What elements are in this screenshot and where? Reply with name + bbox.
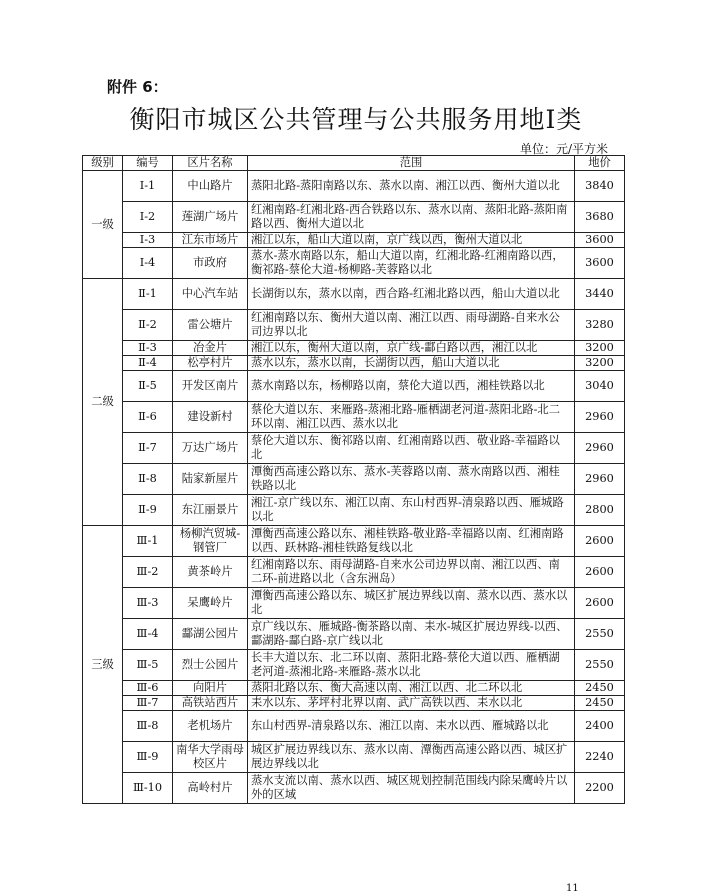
name-cell: 江东市场片 (173, 233, 248, 248)
code-cell: Ⅱ-3 (123, 341, 173, 356)
name-cell: 冶金片 (173, 341, 248, 356)
range-cell: 红湘南路以东、衡州大道以南、湘江以西、雨母湖路-自来水公司边界以北 (248, 310, 575, 341)
code-cell: Ⅲ-6 (123, 681, 173, 696)
table-row (83, 402, 625, 433)
price-cell: 2200 (575, 773, 625, 804)
code-cell: Ⅱ-9 (123, 495, 173, 526)
name-cell: 东江丽景片 (173, 495, 248, 526)
price-cell: 2600 (575, 588, 625, 619)
range-cell: 东山村西界-清泉路以东、湘江以南、耒水以西、雁城路以北 (248, 711, 575, 742)
name-cell: 杨柳汽贸城-钢管厂 (173, 526, 248, 557)
unit-label: 单位：元/平方米 (519, 142, 608, 156)
code-cell: Ⅱ-4 (123, 356, 173, 371)
price-cell: 2600 (575, 526, 625, 557)
code-cell: Ⅰ-1 (123, 171, 173, 202)
land-price-table (82, 155, 625, 804)
price-cell: 2600 (575, 557, 625, 588)
table-row (83, 711, 625, 742)
name-cell: 高铁站西片 (173, 696, 248, 711)
price-cell: 2800 (575, 495, 625, 526)
name-cell: 万达广场片 (173, 433, 248, 464)
code-cell: Ⅲ-8 (123, 711, 173, 742)
range-cell: 蒸阳北路-蒸阳南路以东、蒸水以南、湘江以西、衡州大道以北 (248, 171, 575, 202)
code-cell: Ⅲ-7 (123, 696, 173, 711)
price-cell: 3200 (575, 341, 625, 356)
code-cell: Ⅱ-8 (123, 464, 173, 495)
table-row (83, 526, 625, 557)
price-cell: 2400 (575, 711, 625, 742)
name-cell: 酃湖公园片 (173, 619, 248, 650)
level-cell: 一级 (83, 171, 123, 279)
code-cell: Ⅲ-2 (123, 557, 173, 588)
range-cell: 蒸水-蒸水南路以东，船山大道以南，红湘北路-红湘南路以西，衡祁路-蔡伦大道-杨柳路-芙蓉路以北 (248, 248, 575, 279)
table-row (83, 279, 625, 310)
table-row (83, 696, 625, 711)
table-row (83, 588, 625, 619)
name-cell: 老机场片 (173, 711, 248, 742)
price-cell: 2240 (575, 742, 625, 773)
page-title: 衡阳市城区公共管理与公共服务用地Ⅰ类 (129, 105, 583, 134)
price-cell: 2450 (575, 696, 625, 711)
header-range: 范围 (248, 156, 575, 171)
range-cell: 长湖街以东，蒸水以南，西合路-红湘北路以西，船山大道以北 (248, 279, 575, 310)
range-cell: 红湘南路以东、雨母湖路-自来水公司边界以南、湘江以西、南二环-前进路以北（含东洲岛） (248, 557, 575, 588)
price-cell: 3280 (575, 310, 625, 341)
header-level: 级别 (83, 156, 123, 171)
price-cell: 3200 (575, 356, 625, 371)
range-cell: 蒸水以东，蒸水以南，长湖街以西，船山大道以北 (248, 356, 575, 371)
price-cell: 3600 (575, 233, 625, 248)
range-cell: 湘江-京广线以东、湘江以南、东山村西界-清泉路以西、雁城路以北 (248, 495, 575, 526)
header-price: 地价 (575, 156, 625, 171)
name-cell: 建设新村 (173, 402, 248, 433)
range-cell: 潭衡西高速公路以东、城区扩展边界线以南、蒸水以西、蒸水以北 (248, 588, 575, 619)
price-cell: 2960 (575, 433, 625, 464)
table-row (83, 202, 625, 233)
code-cell: Ⅱ-1 (123, 279, 173, 310)
table-row (83, 464, 625, 495)
price-cell: 3840 (575, 171, 625, 202)
table-row (83, 171, 625, 202)
code-cell: Ⅲ-3 (123, 588, 173, 619)
table-row (83, 248, 625, 279)
code-cell: Ⅲ-10 (123, 773, 173, 804)
range-cell: 京广线以东、雁城路-衡茶路以南、耒水-城区扩展边界线-以西、酃湖路-酃白路-京广线以北 (248, 619, 575, 650)
table-row (83, 742, 625, 773)
table-row (83, 557, 625, 588)
table-row (83, 773, 625, 804)
code-cell: Ⅱ-7 (123, 433, 173, 464)
code-cell: Ⅲ-4 (123, 619, 173, 650)
code-cell: Ⅰ-3 (123, 233, 173, 248)
range-cell: 湘江以东，衡州大道以南，京广线-酃白路以西，湘江以北 (248, 341, 575, 356)
table-body (83, 171, 625, 804)
range-cell: 蒸水南路以东，杨柳路以南，蔡伦大道以西，湘桂铁路以北 (248, 371, 575, 402)
range-cell: 红湘南路-红湘北路-西合铁路以东、蒸水以南、蒸阳北路-蒸阳南路以西、衡州大道以北 (248, 202, 575, 233)
range-cell: 耒水以东、茅坪村北界以南、武广高铁以西、耒水以北 (248, 696, 575, 711)
code-cell: Ⅱ-5 (123, 371, 173, 402)
table-row (83, 341, 625, 356)
code-cell: Ⅲ-5 (123, 650, 173, 681)
price-cell: 3680 (575, 202, 625, 233)
table-row (83, 681, 625, 696)
code-cell: Ⅲ-9 (123, 742, 173, 773)
table-row (83, 650, 625, 681)
name-cell: 市政府 (173, 248, 248, 279)
table-row (83, 433, 625, 464)
code-cell: Ⅱ-6 (123, 402, 173, 433)
price-cell: 2960 (575, 464, 625, 495)
name-cell: 烈士公园片 (173, 650, 248, 681)
range-cell: 长丰大道以东、北二环以南、蒸阳北路-蔡伦大道以西、雁栖湖老河道-蒸湘北路-来雁路-蒸水以北 (248, 650, 575, 681)
name-cell: 高岭村片 (173, 773, 248, 804)
price-cell: 3600 (575, 248, 625, 279)
price-cell: 2450 (575, 681, 625, 696)
range-cell: 蒸阳北路以东、衡大高速以南、湘江以西、北二环以北 (248, 681, 575, 696)
name-cell: 南华大学雨母校区片 (173, 742, 248, 773)
price-cell: 2550 (575, 650, 625, 681)
range-cell: 蔡伦大道以东、来雁路-蒸湘北路-雁栖湖老河道-蒸阳北路-北二环以南、湘江以西、蒸水以北 (248, 402, 575, 433)
name-cell: 黄茶岭片 (173, 557, 248, 588)
name-cell: 雷公塘片 (173, 310, 248, 341)
code-cell: Ⅰ-2 (123, 202, 173, 233)
table-row (83, 356, 625, 371)
attachment-label: 附件 6： (107, 78, 168, 96)
name-cell: 莲湖广场片 (173, 202, 248, 233)
header-name: 区片名称 (173, 156, 248, 171)
table-row (83, 310, 625, 341)
name-cell: 向阳片 (173, 681, 248, 696)
price-cell: 3440 (575, 279, 625, 310)
table-row (83, 619, 625, 650)
range-cell: 蒸水支流以南、蒸水以西、城区规划控制范围线内除呆鹰岭片以外的区域 (248, 773, 575, 804)
code-cell: Ⅱ-2 (123, 310, 173, 341)
name-cell: 松亭村片 (173, 356, 248, 371)
price-cell: 2960 (575, 402, 625, 433)
code-cell: Ⅰ-4 (123, 248, 173, 279)
range-cell: 城区扩展边界线以东、蒸水以南、潭衡西高速公路以西、城区扩展边界线以北 (248, 742, 575, 773)
table-row (83, 233, 625, 248)
header-code: 编号 (123, 156, 173, 171)
table-header-row (83, 156, 625, 171)
range-cell: 蔡伦大道以东、衡祁路以南、红湘南路以西、敬业路-幸福路以北 (248, 433, 575, 464)
range-cell: 湘江以东，船山大道以南，京广线以西，衡州大道以北 (248, 233, 575, 248)
range-cell: 潭衡西高速公路以东、湘桂铁路-敬业路-幸福路以南、红湘南路以西、跃林路-湘桂铁路复线以北 (248, 526, 575, 557)
page-number: 11 (566, 883, 579, 894)
name-cell: 中心汽车站 (173, 279, 248, 310)
table-row (83, 495, 625, 526)
price-cell: 2550 (575, 619, 625, 650)
code-cell: Ⅲ-1 (123, 526, 173, 557)
name-cell: 中山路片 (173, 171, 248, 202)
level-cell: 三级 (83, 526, 123, 804)
range-cell: 潭衡西高速公路以东、蒸水-芙蓉路以南、蒸水南路以西、湘桂铁路以北 (248, 464, 575, 495)
name-cell: 开发区南片 (173, 371, 248, 402)
level-cell: 二级 (83, 279, 123, 526)
table-row (83, 371, 625, 402)
price-cell: 3040 (575, 371, 625, 402)
name-cell: 呆鹰岭片 (173, 588, 248, 619)
name-cell: 陆家新屋片 (173, 464, 248, 495)
